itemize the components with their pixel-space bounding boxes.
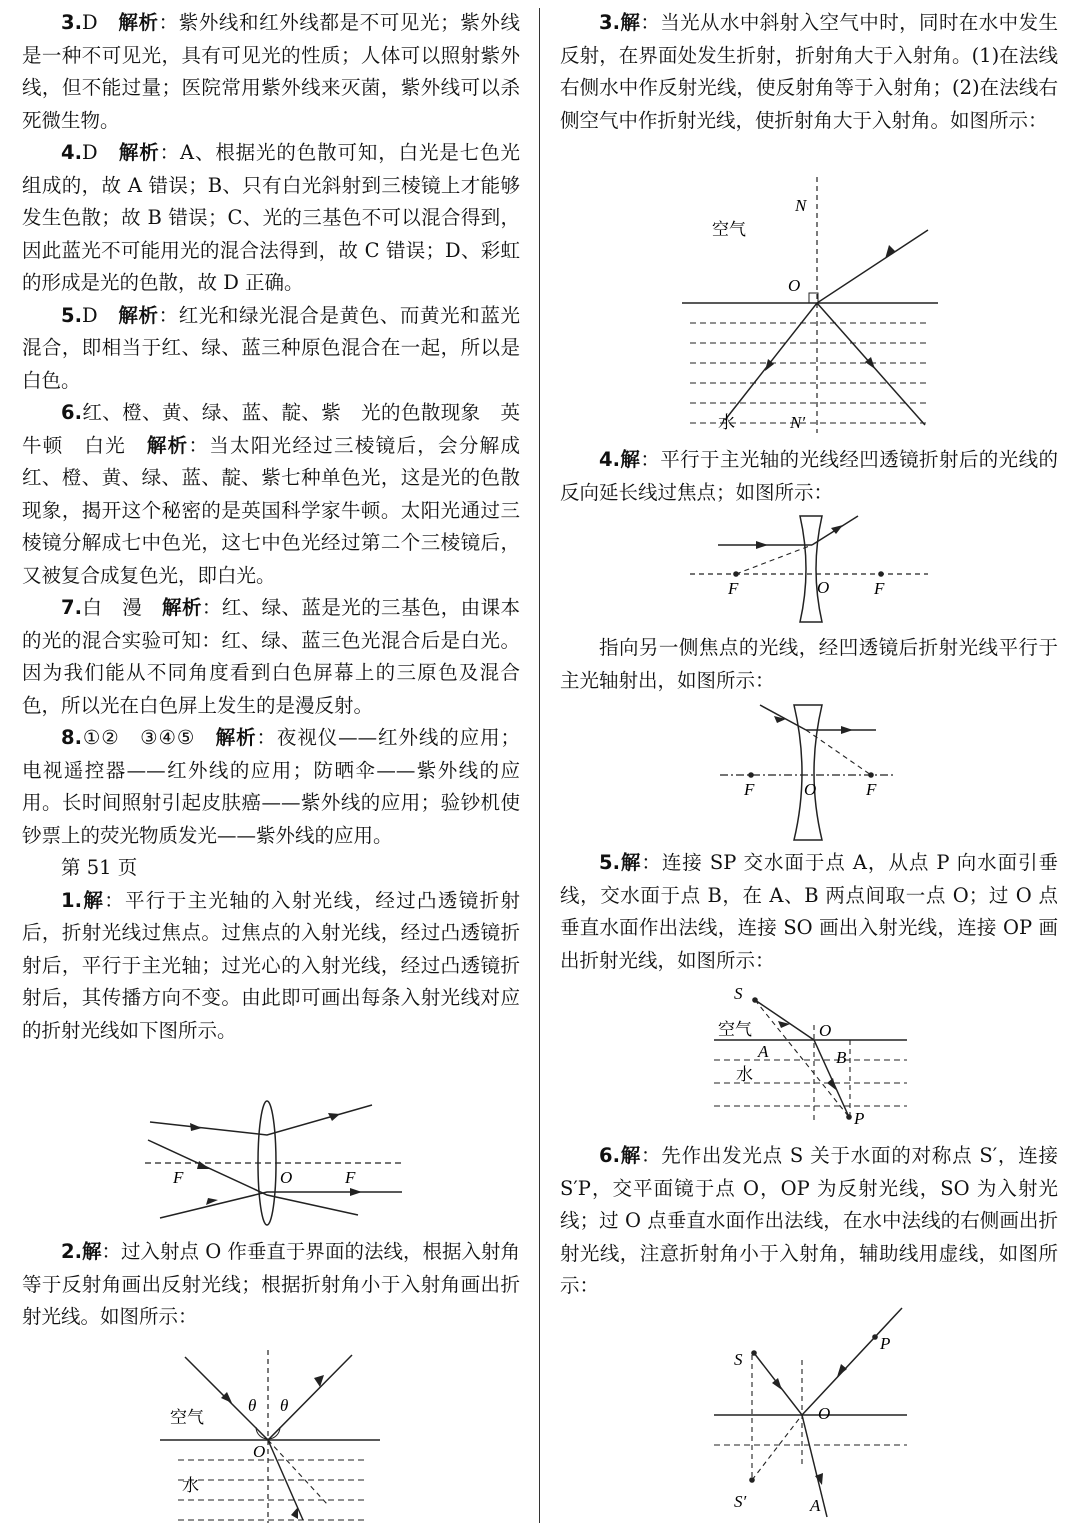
point-o-label: O	[818, 1404, 831, 1423]
normal-top-label: N	[795, 196, 807, 215]
answer-q3: 3.D 解析：紫外线和红外线都是不可见光；紫外线是一种不可见光，具有可见光的性质；人体可以照射紫外线，但不能过量；医院常用紫外线来灭菌，紫外线可以杀死微生物。	[22, 11, 520, 132]
target-point	[846, 1114, 852, 1120]
concave-lens-figure-2	[718, 703, 898, 843]
arrow-head	[885, 245, 895, 259]
focus-label-right: F	[866, 780, 877, 799]
answer-q7: 7.白 漫 解析：红、绿、蓝是光的三基色，由课本的光的混合实验可知：红、绿、蓝三色光混合后是白光。因为我们能从不同角度看到白色屏幕上的三原色及混合色，所以光在白色屏上发生的是漫反射。	[22, 596, 520, 717]
solution-p2: 2.解：过入射点 O 作垂直于界面的法线，根据入射角等于反射角画出反射光线；根据折射角小于入射角画出折射光线。如图所示：	[22, 1240, 520, 1328]
arrow-head	[197, 1161, 210, 1169]
point-a-label: A	[810, 1496, 821, 1515]
water-label: 水	[736, 1065, 753, 1085]
point-o-label: O	[819, 1021, 832, 1040]
arrow-head	[774, 716, 786, 723]
arrow-head	[756, 541, 768, 549]
theta-label-left: θ	[248, 1396, 257, 1415]
air-label: 空气	[170, 1408, 204, 1428]
target-point	[872, 1334, 878, 1340]
theta-label-right: θ	[280, 1396, 289, 1415]
focus-point	[868, 772, 874, 778]
focus-point	[733, 571, 739, 577]
reflection-refraction-figure	[160, 1345, 385, 1525]
source-point	[751, 1350, 757, 1356]
focus-point	[878, 571, 884, 577]
left-column	[22, 7, 520, 1047]
normal-bottom-label: N′	[790, 413, 806, 432]
right-column-p4b	[560, 632, 1058, 697]
mirror-image-figure	[712, 1305, 912, 1525]
arrow-head	[841, 726, 853, 734]
image-point	[749, 1477, 755, 1483]
answer-q5: 5.D 解析：红光和绿光混合是黄色、而黄光和蓝光混合，即相当于红、绿、蓝三种原色混合在一起，所以是白色。	[22, 303, 520, 392]
solution-p1: 1.解：平行于主光轴的入射光线，经过凸透镜折射后，折射光线过焦点。过焦点的入射光线，经过凸透镜折射后，平行于主光轴；过光心的入射光线，经过凸透镜折射后，其传播方向不变。由此即可画出每条入射光线对应的折射光线如下图所示。	[22, 888, 520, 1042]
concave-lens-figure-1	[688, 514, 933, 629]
water-label: 水	[182, 1476, 199, 1496]
source-point	[752, 997, 758, 1003]
air-label: 空气	[718, 1020, 752, 1040]
focus-label-left: F	[728, 579, 739, 598]
arrow-head	[350, 1188, 362, 1196]
extension-line	[806, 730, 871, 775]
refraction-sp-figure	[712, 980, 912, 1128]
focus-label-right: F	[345, 1168, 356, 1187]
focus-label-left: F	[173, 1168, 184, 1187]
convex-lens-figure	[140, 1100, 410, 1230]
arrow-head	[772, 1378, 782, 1390]
arrow-head	[291, 1507, 298, 1519]
point-a-label: A	[758, 1042, 769, 1061]
optical-center-label: O	[817, 578, 830, 597]
right-column-p5	[560, 847, 1058, 977]
concave-lens	[800, 516, 822, 622]
right-column-p4	[560, 444, 1058, 509]
right-column-p6	[560, 1140, 1058, 1303]
answer-q6: 6.红、橙、黄、绿、蓝、靛、紫 光的色散现象 英牛顿 白光 解析：当太阳光经过三棱镜后，会分解成红、橙、黄、绿、蓝、靛、紫七种单色光，这是光的色散现象，揭开这个秘密的是英国科学家牛顿。太阳光通过三棱镜分解成七中色光，这七中色光经过第二个三棱镜后，又被复合成复色光，即白光。	[22, 401, 520, 587]
solution-p6: 6.解：先作出发光点 S 关于水面的对称点 S′，连接 S′P，交平面镜于点 O，OP 为反射光线，SO 为入射光线；过 O 点垂直水面作出法线，在水中法线的右侧画出折射光线，注意折射角小于入射角，辅助线用虚线，如图所示：	[560, 1144, 1058, 1297]
solution-p5: 5.解：连接 SP 交水面于点 A，从点 P 向水面引垂线，交水面于点 B，在 A、B 两点间取一点 O；过 O 点垂直水面作出法线，连接 SO 画出入射光线，连接 OP 画出折射光线，如图所示：	[560, 851, 1058, 972]
point-s-label: S	[734, 1350, 743, 1369]
optical-center-label: O	[804, 780, 817, 799]
water-label: 水	[718, 413, 735, 433]
solution-p4-continued: 指向另一侧焦点的光线，经凹透镜后折射光线平行于主光轴射出，如图所示：	[560, 636, 1058, 692]
light-ray	[160, 1192, 402, 1218]
extension-line	[736, 545, 812, 574]
incident-ray	[760, 705, 806, 730]
focus-point	[748, 772, 754, 778]
arrow-head	[837, 1364, 847, 1377]
focus-label-right: F	[874, 579, 885, 598]
light-ray	[725, 230, 928, 420]
light-ray	[754, 1308, 902, 1415]
page-heading: 第 51 页	[61, 856, 138, 879]
arrow-head	[765, 359, 774, 371]
optical-center-label: O	[280, 1168, 293, 1187]
solution-p3: 3.解：当光从水中斜射入空气中时，同时在水中发生反射，在界面处发生折射，折射角大于入射角。(1)在法线右侧水中作反射光线，使反射角等于入射角；(2)在法线右侧空气中作折射光线，使折射角大于入射角。如图所示：	[560, 11, 1058, 132]
extension-line	[268, 1440, 328, 1505]
incidence-point-label: O	[788, 276, 801, 295]
point-p-label: P	[880, 1334, 891, 1353]
solution-p4: 4.解：平行于主光轴的光线经凹透镜折射后的光线的反向延长线过焦点；如图所示：	[560, 448, 1058, 504]
point-s-label: S	[734, 984, 743, 1003]
answer-q4: 4.D 解析：A、根据光的色散可知，白光是七色光组成的，故 A 错误；B、只有白光斜射到三棱镜上才能够发生色散；故 B 错误；C、光的三基色不可以混合得到，因此蓝光不可能用光的混合法得到，故 C 错误；D、彩虹的形成是光的色散，故 D 正确。	[22, 141, 520, 294]
water-to-air-figure	[680, 175, 940, 435]
sp-connect-line	[755, 1000, 849, 1117]
incidence-point-label: O	[253, 1442, 266, 1461]
point-p-label: P	[854, 1109, 865, 1128]
point-s-prime-label: S′	[734, 1492, 747, 1511]
right-column	[560, 7, 1058, 137]
point-b-label: B	[836, 1048, 847, 1067]
air-label: 空气	[712, 220, 746, 240]
focus-label-left: F	[744, 780, 755, 799]
auxiliary-line	[752, 1415, 802, 1480]
answer-q8: 8.①② ③④⑤ 解析：夜视仪——红外线的应用；电视遥控器——红外线的应用；防晒伞——紫外线的应用。长时间照射引起皮肤癌——紫外线的应用；验钞机使钞票上的荧光物质发光——紫外线的应用。	[22, 726, 520, 847]
column-divider	[539, 8, 540, 1523]
left-column-lower	[22, 1236, 520, 1334]
